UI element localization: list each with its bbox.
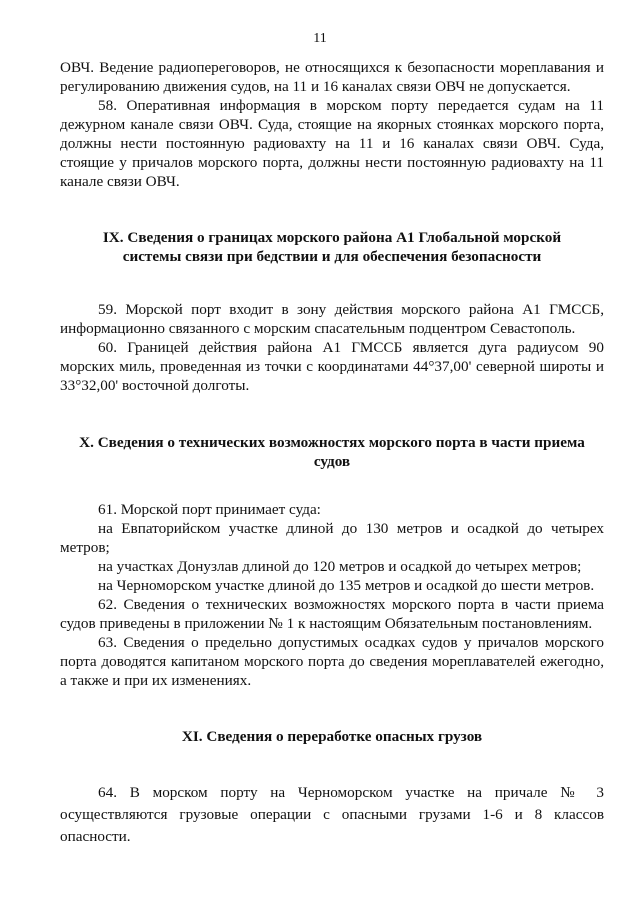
paragraph-61: 61. Морской порт принимает суда: bbox=[98, 501, 321, 518]
page-number: 11 bbox=[313, 31, 327, 46]
section-heading-ix: IX. Сведения о границах морского района А1 Глобальной морской системы связи при бедствии и для обеспечения безопасности bbox=[102, 229, 562, 265]
paragraph-61-item-c: на Черноморском участке длиной до 135 метров и осадкой до шести метров. bbox=[98, 577, 595, 594]
section-heading-xi: XI. Сведения о переработке опасных грузов bbox=[181, 728, 483, 745]
paragraph-58: 58. Оперативная информация в морском порту передается судам на 11 дежурном канале связи ОВЧ. Суда, стоящие на якорных стоянках морского порта, должны нести постоянную радиовахту на 11 и 16 каналах связи ОВЧ. Суда, стоящие у причалов морского порта, должны нести постоянную радиовахту на 11 канале связи ОВЧ. bbox=[60, 97, 604, 190]
paragraph-59: 59. Морской порт входит в зону действия морского района А1 ГМССБ, информационно связанного с морским спасательным подцентром Севастополь. bbox=[60, 301, 604, 337]
paragraph-61-item-a: на Евпаторийском участке длиной до 130 метров и осадкой до четырех метров; bbox=[60, 520, 604, 556]
paragraph-63: 63. Сведения о предельно допустимых осадках судов у причалов морского порта доводятся капитаном морского порта до сведения мореплавателей ежегодно, а также и при их изменениях. bbox=[60, 634, 604, 689]
document-body bbox=[60, 58, 604, 848]
paragraph-61-item-b: на участках Донузлав длиной до 120 метров и осадкой до четырех метров; bbox=[98, 558, 582, 575]
paragraph-64: 64. В морском порту на Черноморском участке на причале № 3 осуществляются грузовые операции с опасными грузами 1-6 и 8 классов опасности. bbox=[60, 784, 604, 845]
paragraph-60: 60. Границей действия района А1 ГМССБ является дуга радиусом 90 морских миль, проведенная из точки с координатами 44°37,00' северной широты и 33°32,00' восточной долготы. bbox=[60, 339, 604, 394]
paragraph-62: 62. Сведения о технических возможностях морского порта в части приема судов приведены в приложении № 1 к настоящим Обязательным постановлениям. bbox=[60, 596, 604, 632]
paragraph-continuation: ОВЧ. Ведение радиопереговоров, не относящихся к безопасности мореплавания и регулированию движения судов, на 11 и 16 каналах связи ОВЧ не допускается. bbox=[60, 59, 604, 95]
section-heading-x: X. Сведения о технических возможностях морского порта в части приема судов bbox=[79, 434, 585, 470]
